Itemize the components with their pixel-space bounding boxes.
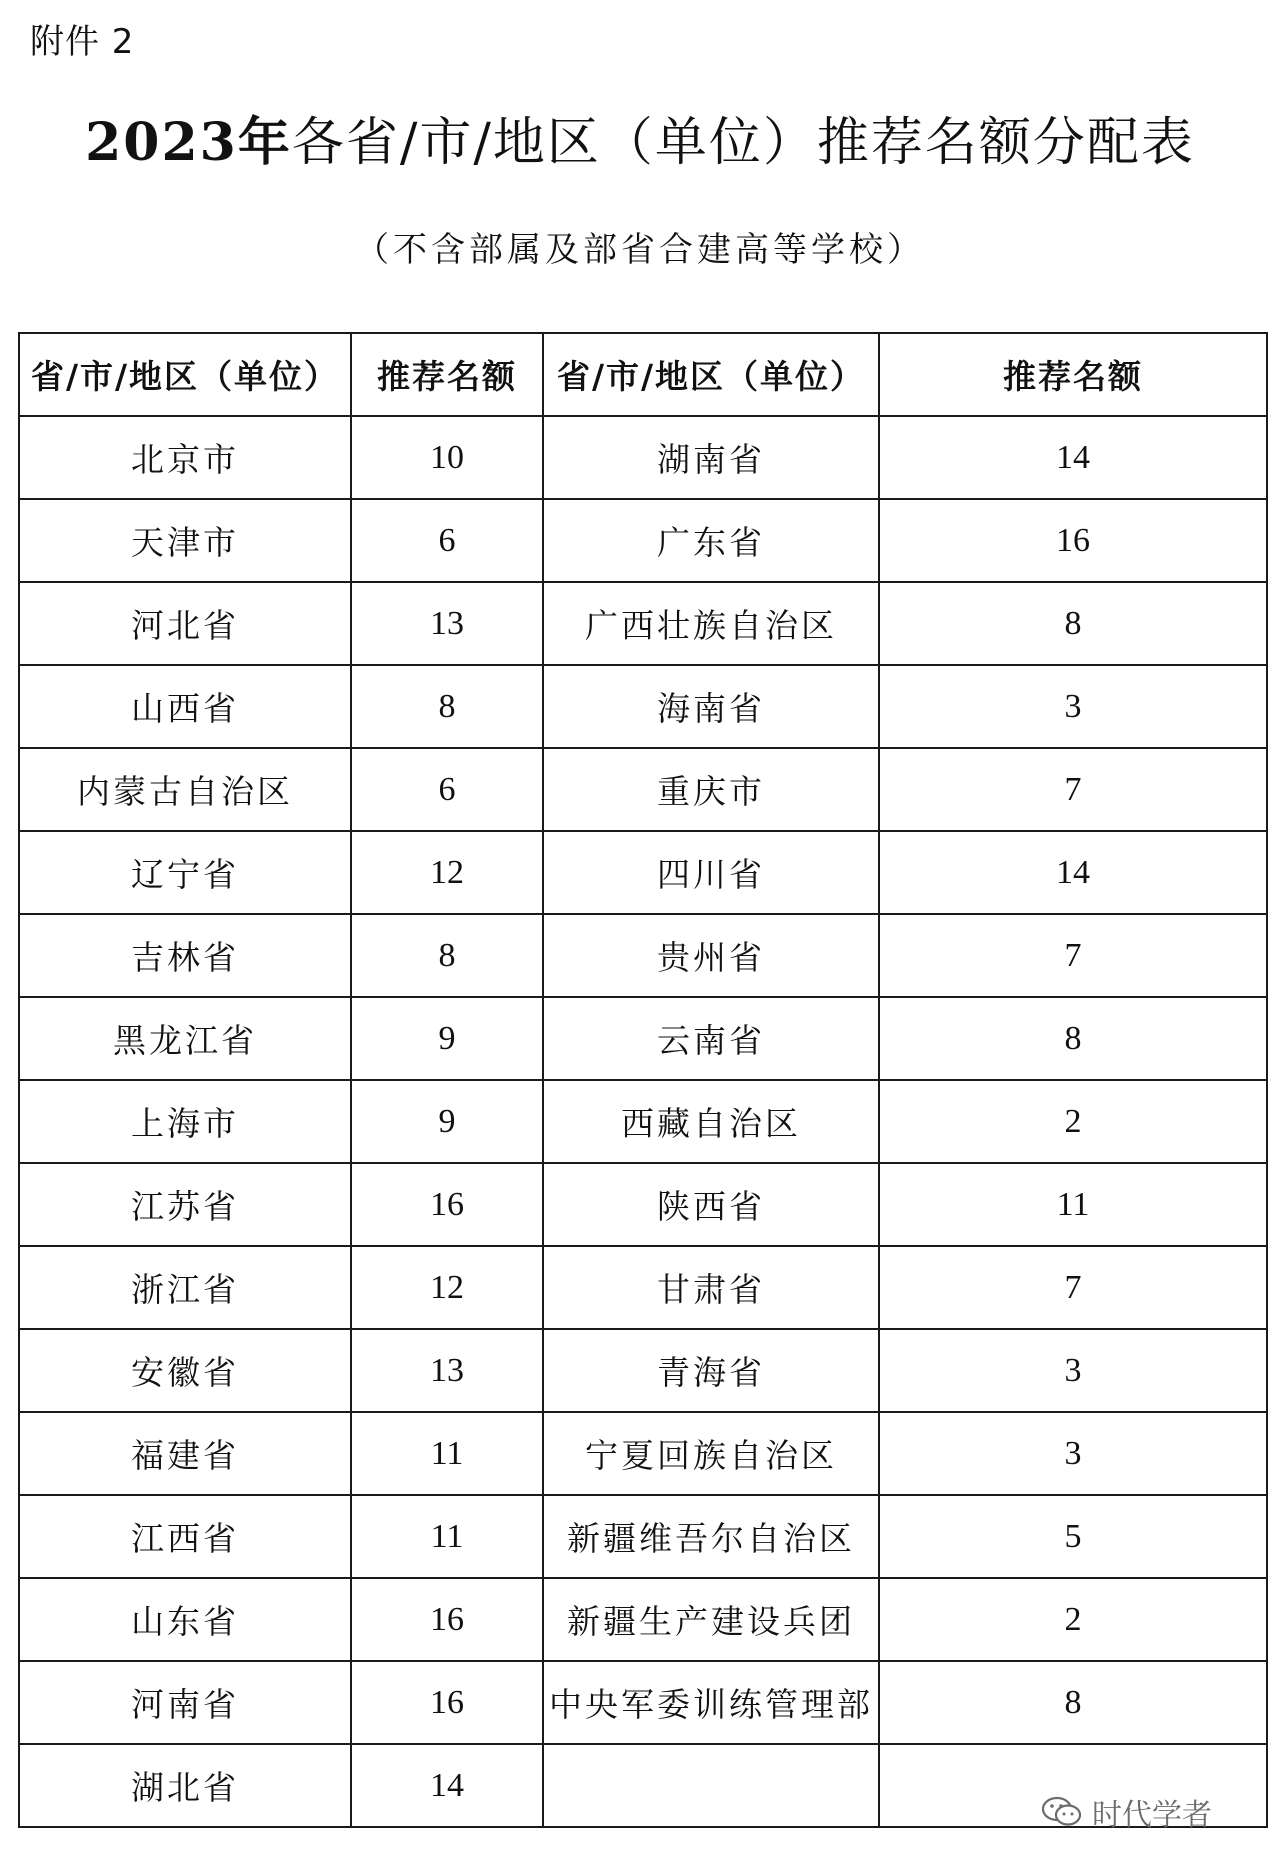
region-cell: 新疆生产建设兵团: [543, 1578, 879, 1661]
table-row: [19, 748, 1267, 831]
quota-cell: 2: [879, 1578, 1267, 1661]
header-region-right: 省/市/地区（单位）: [543, 333, 879, 416]
quota-cell: 8: [351, 665, 543, 748]
page-subtitle: （不含部属及部省合建高等学校）: [355, 230, 925, 270]
table-row: [19, 1080, 1267, 1163]
quota-cell: 16: [351, 1163, 543, 1246]
table-row: [19, 1163, 1267, 1246]
region-cell: 辽宁省: [19, 831, 351, 914]
quota-cell: 7: [879, 1246, 1267, 1329]
header-region-left: 省/市/地区（单位）: [19, 333, 351, 416]
region-cell: 福建省: [19, 1412, 351, 1495]
quota-cell: 11: [351, 1412, 543, 1495]
table-row: [19, 914, 1267, 997]
title-text: 各省/市/地区（单位）推荐名额分配表: [291, 113, 1195, 173]
table-row: [19, 1661, 1267, 1744]
region-cell: 吉林省: [19, 914, 351, 997]
region-cell: 内蒙古自治区: [19, 748, 351, 831]
quota-cell: 14: [879, 831, 1267, 914]
quota-cell: 9: [351, 997, 543, 1080]
region-cell: 江苏省: [19, 1163, 351, 1246]
title-year: 2023: [85, 112, 238, 173]
quota-cell: 12: [351, 1246, 543, 1329]
quota-cell: 6: [351, 748, 543, 831]
region-cell: 甘肃省: [543, 1246, 879, 1329]
region-cell: 河南省: [19, 1661, 351, 1744]
quota-cell: 3: [879, 1329, 1267, 1412]
region-cell: 重庆市: [543, 748, 879, 831]
attachment-label: 附件 2: [30, 22, 135, 62]
region-cell: [543, 1744, 879, 1827]
quota-cell: 7: [879, 914, 1267, 997]
table-header-row: [19, 333, 1267, 416]
title-year-suffix: 年: [237, 112, 292, 173]
quota-cell: 16: [351, 1661, 543, 1744]
table-row: [19, 416, 1267, 499]
region-cell: 青海省: [543, 1329, 879, 1412]
watermark-text: 时代学者: [1092, 1798, 1212, 1833]
quota-cell: 11: [351, 1495, 543, 1578]
table-row: [19, 997, 1267, 1080]
watermark: [1040, 1790, 1212, 1834]
quota-cell: 10: [351, 416, 543, 499]
region-cell: 江西省: [19, 1495, 351, 1578]
quota-cell: 7: [879, 748, 1267, 831]
quota-cell: 13: [351, 1329, 543, 1412]
quota-cell: 13: [351, 582, 543, 665]
region-cell: 四川省: [543, 831, 879, 914]
region-cell: 广东省: [543, 499, 879, 582]
quota-cell: 8: [879, 1661, 1267, 1744]
region-cell: 黑龙江省: [19, 997, 351, 1080]
region-cell: 天津市: [19, 499, 351, 582]
table-row: [19, 831, 1267, 914]
region-cell: 河北省: [19, 582, 351, 665]
region-cell: 广西壮族自治区: [543, 582, 879, 665]
quota-cell: 3: [879, 1412, 1267, 1495]
region-cell: 山西省: [19, 665, 351, 748]
region-cell: 贵州省: [543, 914, 879, 997]
quota-cell: 14: [879, 416, 1267, 499]
quota-cell: 8: [879, 582, 1267, 665]
region-cell: 北京市: [19, 416, 351, 499]
region-cell: 浙江省: [19, 1246, 351, 1329]
table-row: [19, 582, 1267, 665]
quota-cell: 2: [879, 1080, 1267, 1163]
region-cell: 新疆维吾尔自治区: [543, 1495, 879, 1578]
quota-cell: 11: [879, 1163, 1267, 1246]
region-cell: 山东省: [19, 1578, 351, 1661]
page-title: [0, 100, 1280, 175]
quota-table: [18, 332, 1268, 1828]
table-row: [19, 1246, 1267, 1329]
table-row: [19, 499, 1267, 582]
table-body: [19, 416, 1267, 1827]
region-cell: 西藏自治区: [543, 1080, 879, 1163]
table-row: [19, 665, 1267, 748]
table-row: [19, 1495, 1267, 1578]
region-cell: 海南省: [543, 665, 879, 748]
quota-cell: 5: [879, 1495, 1267, 1578]
region-cell: 湖北省: [19, 1744, 351, 1827]
table-row: [19, 1412, 1267, 1495]
region-cell: 安徽省: [19, 1329, 351, 1412]
table-row: [19, 1329, 1267, 1412]
quota-cell: 16: [351, 1578, 543, 1661]
region-cell: 宁夏回族自治区: [543, 1412, 879, 1495]
region-cell: 上海市: [19, 1080, 351, 1163]
quota-cell: 8: [879, 997, 1267, 1080]
quota-cell: 12: [351, 831, 543, 914]
quota-cell: 8: [351, 914, 543, 997]
region-cell: 云南省: [543, 997, 879, 1080]
header-quota-right: 推荐名额: [879, 333, 1267, 416]
region-cell: 湖南省: [543, 416, 879, 499]
quota-cell: 3: [879, 665, 1267, 748]
quota-cell: 6: [351, 499, 543, 582]
quota-cell: 14: [351, 1744, 543, 1827]
quota-cell: 9: [351, 1080, 543, 1163]
region-cell: 中央军委训练管理部: [543, 1661, 879, 1744]
wechat-icon: [1040, 1794, 1084, 1830]
quota-cell: 16: [879, 499, 1267, 582]
header-quota-left: 推荐名额: [351, 333, 543, 416]
region-cell: 陕西省: [543, 1163, 879, 1246]
table-row: [19, 1578, 1267, 1661]
